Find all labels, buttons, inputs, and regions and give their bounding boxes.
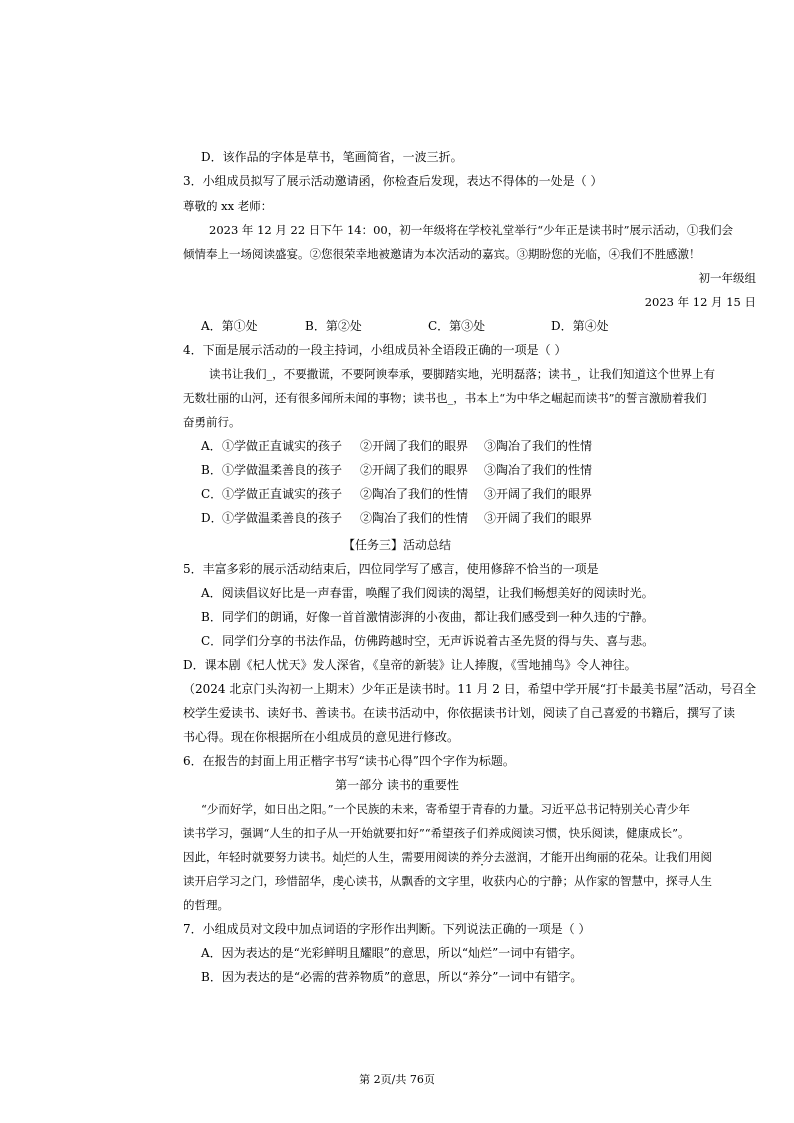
part1-line3-a: 因此，年轻时就要努力读书。 [183,850,333,864]
q4-passage-line3: 奋勇前行。 [183,415,241,429]
q4-option-letter: D． [201,511,223,525]
q3-body-line2: 倾情奉上一场阅读盛宴。②您很荣幸地被邀请为本次活动的嘉宾。③期盼您的光临，④我们不胜感激！ [183,247,701,261]
q4-option-choice-1: ①学做温柔善良的孩子 [222,463,343,477]
q3-stem: 3．小组成员拟写了展示活动邀请函，你检查后发现，表达不得体的一处是（ ） [183,174,603,188]
part1-line3-b: 的人生，需要用阅读的 [355,850,471,864]
q3-body-line1: 2023 年 12 月 22 日下午 14：00，初一年级将在学校礼堂举行“少年正是读书时”展示活动，①我们会 [209,223,733,237]
page-number: 第 2页/共 76页 [359,1073,435,1086]
q4-passage-line1: 读书让我们_，不要撒谎，不要阿谀奉承，要脚踏实地，光明磊落；读书_，让我们知道这个世界上有 [209,367,715,381]
q4-option-choice-2: ②陶冶了我们的性情 [360,487,469,501]
q4-option-choice-2: ②陶冶了我们的性情 [360,511,469,525]
q4-option-letter: A． [201,439,222,453]
q7-stem: 7．小组成员对文段中加点词语的字形作出判断。下列说法正确的一项是（ ） [183,922,591,936]
q3-option-d: D．第④处 [551,319,609,333]
q4-option-choice-3: ③陶冶了我们的性情 [484,463,593,477]
part1-line1: “少而好学，如日出之阳。”一个民族的未来，寄希望于青春的力量。习近平总书记特别关心青少年 [201,802,691,816]
q4-option-choice-1: ①学做温柔善良的孩子 [222,511,343,525]
q4-passage-line2: 无数壮丽的山河，还有很多闻所未闻的事物；读书也_，书本上“为中华之崛起而读书”的誓言激励着我们 [183,391,707,405]
intro-line3: 书心得。现在你根据所在小组成员的意见进行修改。 [183,730,460,744]
q5-stem: 5．丰富多彩的展示活动结束后，四位同学写了感言，使用修辞不恰当的一项是 [183,562,599,576]
q5-option-c: C．同学们分享的书法作品，仿佛跨越时空，无声诉说着古圣先贤的得与失、喜与悲。 [201,634,655,648]
q3-date: 2023 年 12 月 15 日 [644,295,756,309]
task3-heading: 【任务三】活动总结 [342,538,451,552]
q4-option-choice-3: ③开阔了我们的眼界 [484,487,593,501]
q3-option-c: C．第③处 [428,319,486,333]
dotted-word-qianxin: 虔心 [332,874,356,888]
q4-option-choice-2: ②开阔了我们的眼界 [360,439,469,453]
q4-option-choice-2: ②开阔了我们的眼界 [360,463,469,477]
q3-option-a: A．第①处 [201,319,258,333]
q2-option-d: D．该作品的字体是草书，笔画简省，一波三折。 [201,150,463,164]
part1-line3 [183,849,712,865]
part1-line4-a: 读开启学习之门，珍惜韶华， [183,874,333,888]
intro-line1: （2024 北京门头沟初一上期末）少年正是读书时。11 月 2 日，希望中学开展“打卡最美书屋”活动，号召全 [183,682,756,696]
part1-line4-b: 读书，从飘香的文字里，收获内心的宁静；从作家的智慧中，探寻人生 [355,874,712,888]
q7-option-a: A．因为表达的是“光彩鲜明且耀眼”的意思，所以“灿烂”一词中有错字。 [201,946,583,960]
q3-option-b: B．第②处 [305,319,362,333]
q7-option-b: B．因为表达的是“必需的营养物质”的意思，所以“养分”一词中有错字。 [201,970,583,984]
q4-option-letter: B． [201,463,222,477]
q3-sender: 初一年级组 [698,271,756,285]
q3-salutation: 尊敬的 xx 老师： [183,199,273,213]
part1-line2: 读书学习，强调“人生的扣子从一开始就要扣好”“希望孩子们养成阅读习惯，快乐阅读，健康成长”。 [183,826,690,840]
q4-stem: 4．下面是展示活动的一段主持词，小组成员补全语段正确的一项是（ ） [183,343,567,357]
part1-line4 [183,873,712,889]
part1-heading: 第一部分 读书的重要性 [335,778,459,792]
q4-option-choice-3: ③陶冶了我们的性情 [484,439,593,453]
dotted-word-yangfen: 养分 [470,850,494,864]
q4-option-choice-3: ③开阔了我们的眼界 [484,511,593,525]
q5-option-a: A．阅读倡议好比是一声春雷，唤醒了我们阅读的渴望，让我们畅想美好的阅读时光。 [201,586,654,600]
intro-line2: 校学生爱读书、读好书、善读书。在读书活动中，你依据读书计划，阅读了自己喜爱的书籍后，撰写了读 [183,706,736,720]
q4-option-choice-1: ①学做正直诚实的孩子 [222,439,343,453]
q4-option-letter: C． [201,487,223,501]
q4-option-choice-1: ①学做正直诚实的孩子 [222,487,343,501]
part1-line3-c: 去滋润，才能开出绚丽的花朵。让我们用阅 [493,850,712,864]
dotted-word-canlan: 灿烂 [332,850,356,864]
q5-option-b: B．同学们的朗诵，好像一首首激情澎湃的小夜曲，都让我们感受到一种久违的宁静。 [201,610,654,624]
q6-stem: 6．在报告的封面上用正楷字书写“读书心得”四个字作为标题。 [183,754,515,768]
part1-line5: 的哲理。 [183,898,229,912]
q5-option-d: D．课本剧《杞人忧天》发人深省，《皇帝的新装》让人捧腹，《雪地捕鸟》令人神往。 [183,658,637,672]
